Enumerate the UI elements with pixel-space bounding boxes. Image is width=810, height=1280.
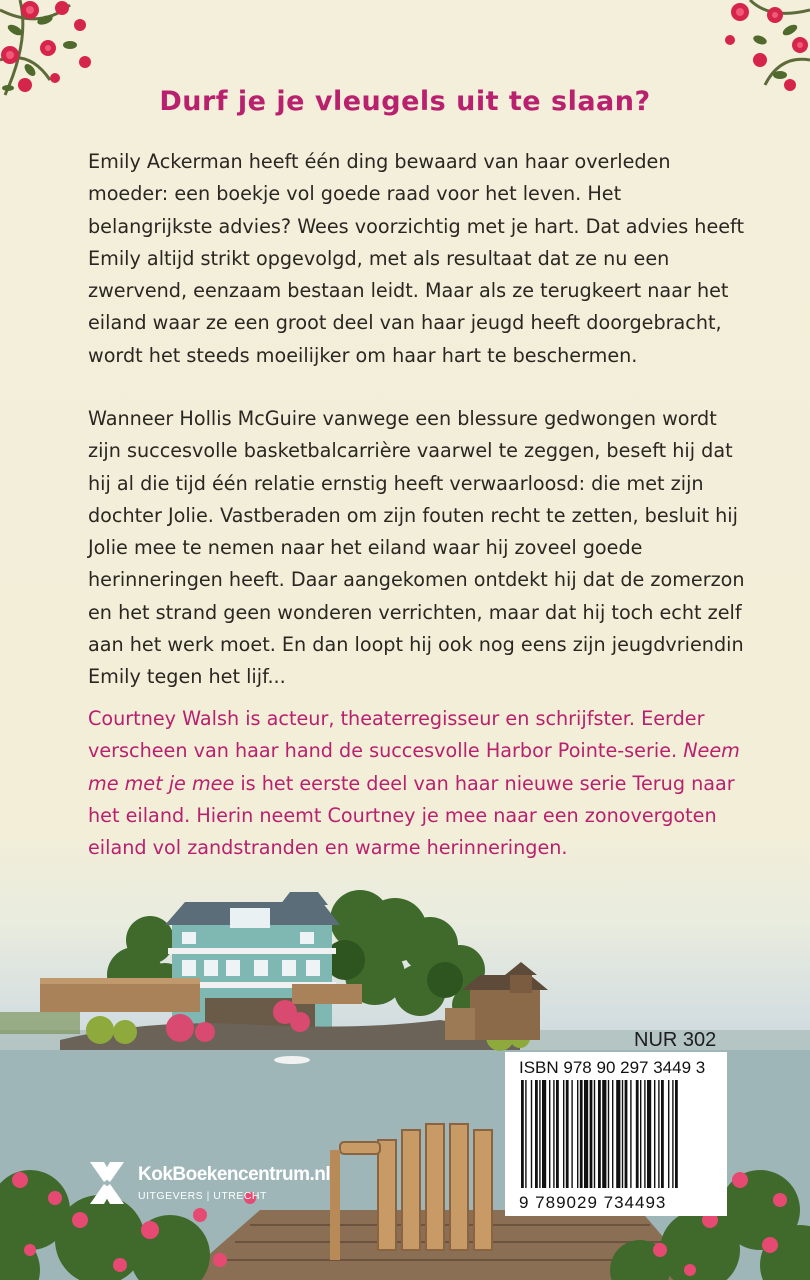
isbn-barcode bbox=[505, 1052, 727, 1216]
barcode-digits: 9 789029 734493 bbox=[519, 1193, 667, 1212]
isbn-label: ISBN 978 90 297 3449 3 bbox=[519, 1058, 706, 1077]
publisher-subtitle: UITGEVERS | UTRECHT bbox=[138, 1190, 267, 1202]
author-bio bbox=[88, 703, 748, 864]
barcode-icon bbox=[519, 1080, 717, 1188]
nur-code: NUR 302 bbox=[634, 1029, 717, 1051]
tagline: Durf je je vleugels uit te slaan? bbox=[159, 86, 651, 117]
publisher-name: KokBoekencentrum.nl bbox=[138, 1164, 331, 1185]
rose-flowers-top-right-icon bbox=[720, 0, 810, 95]
synopsis-paragraph-1: Emily Ackerman heeft één ding bewaard van haar overleden moeder: een boekje vol goede raad voor het leven. Het belangrijkste advies? Wees voorzichtig met je hart. Dat advies heeft Emily altijd strikt opgevolgd, met als resultaat dat ze nu een zwervend, eenzaam bestaan leidt. Maar als ze terugkeert naar het eiland waar ze een groot deel van haar jeugd heeft doorgebracht, wordt het steeds moeilijker om haar hart te beschermen. bbox=[88, 150, 744, 367]
synopsis-paragraph-2: Wanneer Hollis McGuire vanwege een blessure gedwongen wordt zijn succesvolle basketbalcarrière vaarwel te zeggen, beseft hij dat hij al die tijd één relatie ernstig heeft verwaarloosd: die met zijn dochter Jolie. Vastberaden om zijn fouten recht te zetten, besluit hij Jolie mee te nemen naar het eiland waar hij zoveel goede herinneringen heeft. Daar aangekomen ontdekt hij dat de zomerzon en het strand geen wonderen verrichten, maar dat hij toch echt zelf aan het werk moet. En dan loopt hij ook nog eens zijn jeugdvriendin Emily tegen het lijf... bbox=[88, 407, 745, 689]
publisher-logo bbox=[86, 1160, 331, 1210]
author-bio-part-2: is het eerste deel van haar nieuwe serie Terug naar het eiland. Hierin neemt Courtney je mee naar een zonovergoten eiland vol zandstranden en warme herinneringen. bbox=[88, 771, 735, 860]
author-bio-part-1: Courtney Walsh is acteur, theaterregisseur en schrijfster. Eerder verscheen van haar hand de succesvolle Harbor Pointe-serie. bbox=[88, 707, 705, 763]
book-title: Neem me met je mee bbox=[88, 739, 740, 795]
publisher-logo-icon bbox=[86, 1160, 128, 1206]
